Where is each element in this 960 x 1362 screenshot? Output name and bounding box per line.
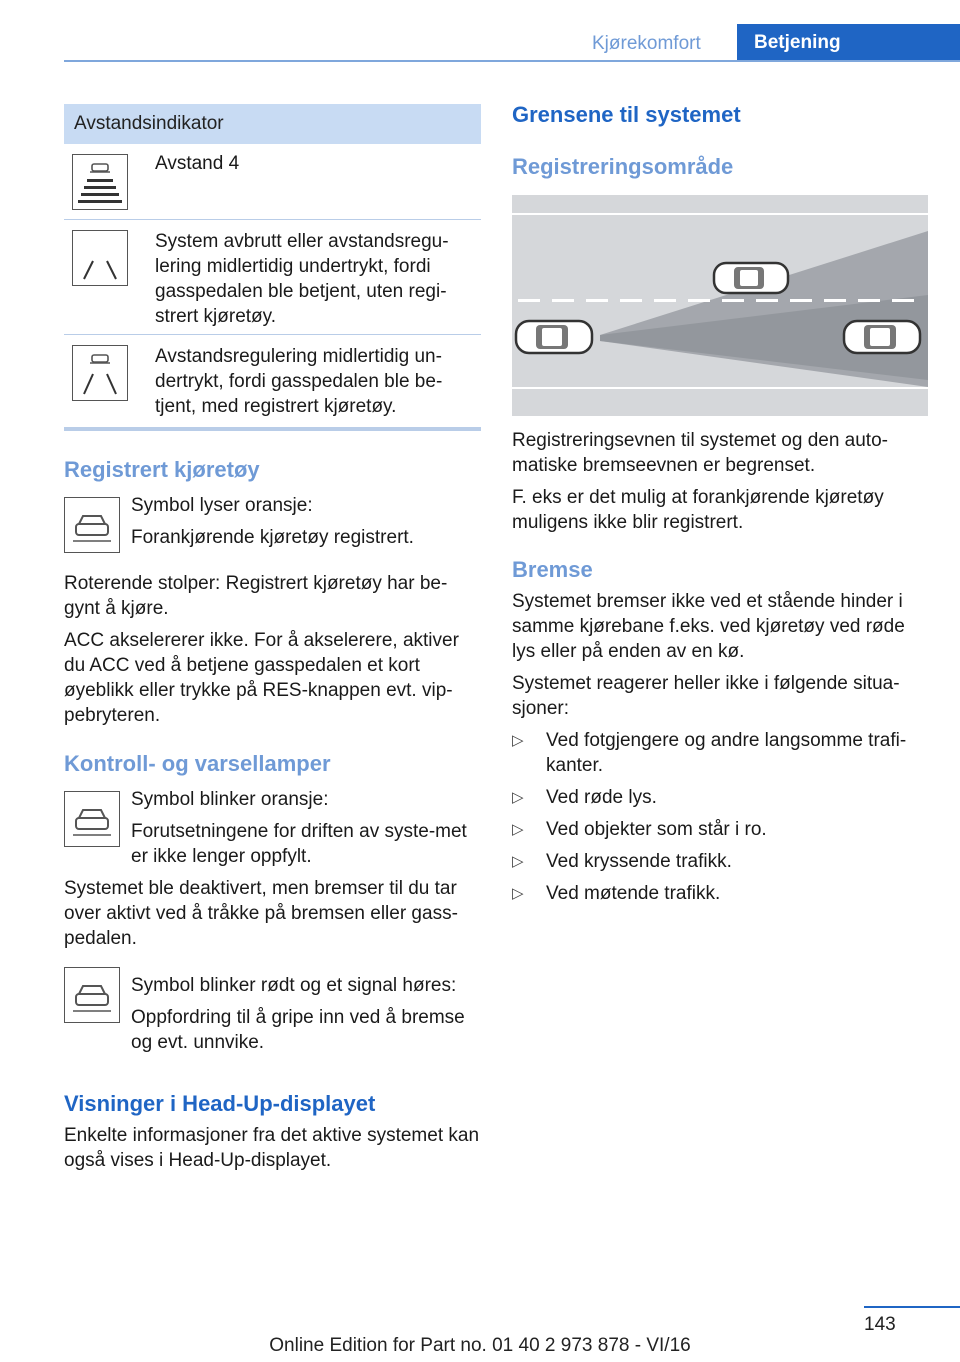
- paragraph: Enkelte informasjoner fra det aktive systemet kan også vises i Head-Up-displayet.: [64, 1125, 480, 1171]
- right-column: [512, 102, 928, 180]
- list-item: ▷ Ved fotgjengere og andre langsomme trafi-kanter.: [512, 730, 907, 776]
- header-section-title: Kjørekomfort: [592, 33, 701, 54]
- lane-lines-icon: [72, 230, 128, 286]
- paragraph: Roterende stolper: Registrert kjøretøy har be-gynt å kjøre.: [64, 573, 448, 619]
- bullet-list: [512, 728, 932, 906]
- symbol-block-red: [64, 973, 481, 1055]
- page-number: 143: [864, 1314, 896, 1335]
- car-symbol-icon: [64, 497, 120, 553]
- section-heading-bremse: Bremse: [512, 557, 593, 582]
- symbol-text: Oppfordring til å gripe inn ved å bremse og evt. unnvike.: [131, 1007, 465, 1053]
- car-symbol-icon: [64, 791, 120, 847]
- symbol-text: Symbol blinker oransje:: [131, 789, 329, 810]
- table-row: [64, 335, 481, 427]
- left-column: [64, 104, 481, 1173]
- symbol-text: Forankjørende kjøretøy registrert.: [131, 527, 414, 548]
- list-item: ▷ Ved objekter som står i ro.: [512, 819, 767, 840]
- paragraph: Registreringsevnen til systemet og den auto-matiske bremseevnen er begrenset.: [512, 430, 888, 476]
- detection-range-illustration: [512, 195, 928, 416]
- footer-edition-text: Online Edition for Part no. 01 40 2 973 878 - VI/16: [269, 1335, 691, 1356]
- car-top-icon: [714, 263, 788, 293]
- list-item: ▷ Ved møtende trafikk.: [512, 883, 721, 904]
- table-row: [64, 220, 481, 335]
- symbol-text: Forutsetningene for driften av syste-met er ikke lenger oppfylt.: [131, 821, 467, 867]
- list-item: ▷ Ved røde lys.: [512, 787, 657, 808]
- symbol-text: Symbol lyser oransje:: [131, 495, 313, 516]
- triangle-bullet-icon: ▷: [512, 732, 524, 749]
- table-bottom-rule: [64, 427, 481, 431]
- triangle-bullet-icon: ▷: [512, 853, 524, 870]
- paragraph: ACC akselererer ikke. For å akselerere, aktiver du ACC ved å betjene gasspedalen et kort øyeblikk eller trykke på RES-knappen evt. vip-pebryteren.: [64, 630, 459, 726]
- triangle-bullet-icon: ▷: [512, 821, 524, 838]
- section-heading-kontroll: Kontroll- og varsellamper: [64, 751, 331, 776]
- paragraph: F. eks er det mulig at forankjørende kjøretøy muligens ikke blir registrert.: [512, 487, 884, 533]
- right-column-body: [512, 428, 932, 906]
- header-chapter-tab: Betjening: [737, 24, 960, 62]
- table-row: [64, 144, 481, 220]
- paragraph: Systemet bremser ikke ved et stående hinder i samme kjørebane f.eks. ved kjøretøy ved røde lys eller på enden av en kø.: [512, 591, 905, 662]
- distance-4-icon: [72, 154, 128, 210]
- section-heading-visninger: Visninger i Head-Up-displayet: [64, 1091, 376, 1116]
- page-number-rule: [864, 1306, 960, 1308]
- lane-car-icon: [72, 345, 128, 401]
- car-symbol-icon: [64, 967, 120, 1023]
- table-header: Avstandsindikator: [64, 104, 481, 144]
- triangle-bullet-icon: ▷: [512, 885, 524, 902]
- symbol-block-registrert: [64, 493, 481, 557]
- symbol-block-orange: [64, 787, 481, 869]
- section-heading-grensene: Grensene til systemet: [512, 102, 741, 127]
- header-rule: [64, 60, 960, 62]
- car-top-icon: [844, 321, 920, 353]
- table-cell-text: System avbrutt eller avstandsregu-lering midlertidig undertrykt, fordi gasspedalen ble betjent, uten regi-strert kjøretøy.: [155, 231, 449, 327]
- symbol-text: Symbol blinker rødt og et signal høres:: [131, 975, 457, 996]
- list-item: ▷ Ved kryssende trafikk.: [512, 851, 732, 872]
- paragraph: Systemet ble deaktivert, men bremser til du tar over aktivt ved å tråkke på bremsen eller gass-pedalen.: [64, 878, 458, 949]
- subheading-registreringsomrade: Registreringsområde: [512, 154, 734, 179]
- section-heading-registrert: Registrert kjøretøy: [64, 457, 260, 482]
- paragraph: Systemet reagerer heller ikke i følgende situa-sjoner:: [512, 673, 900, 719]
- table-cell-text: Avstandsregulering midlertidig un-dertrykt, fordi gasspedalen ble be-tjent, med registrert kjøretøy.: [155, 346, 443, 417]
- car-top-icon: [516, 321, 592, 353]
- table-cell-text: Avstand 4: [155, 153, 240, 174]
- triangle-bullet-icon: ▷: [512, 789, 524, 806]
